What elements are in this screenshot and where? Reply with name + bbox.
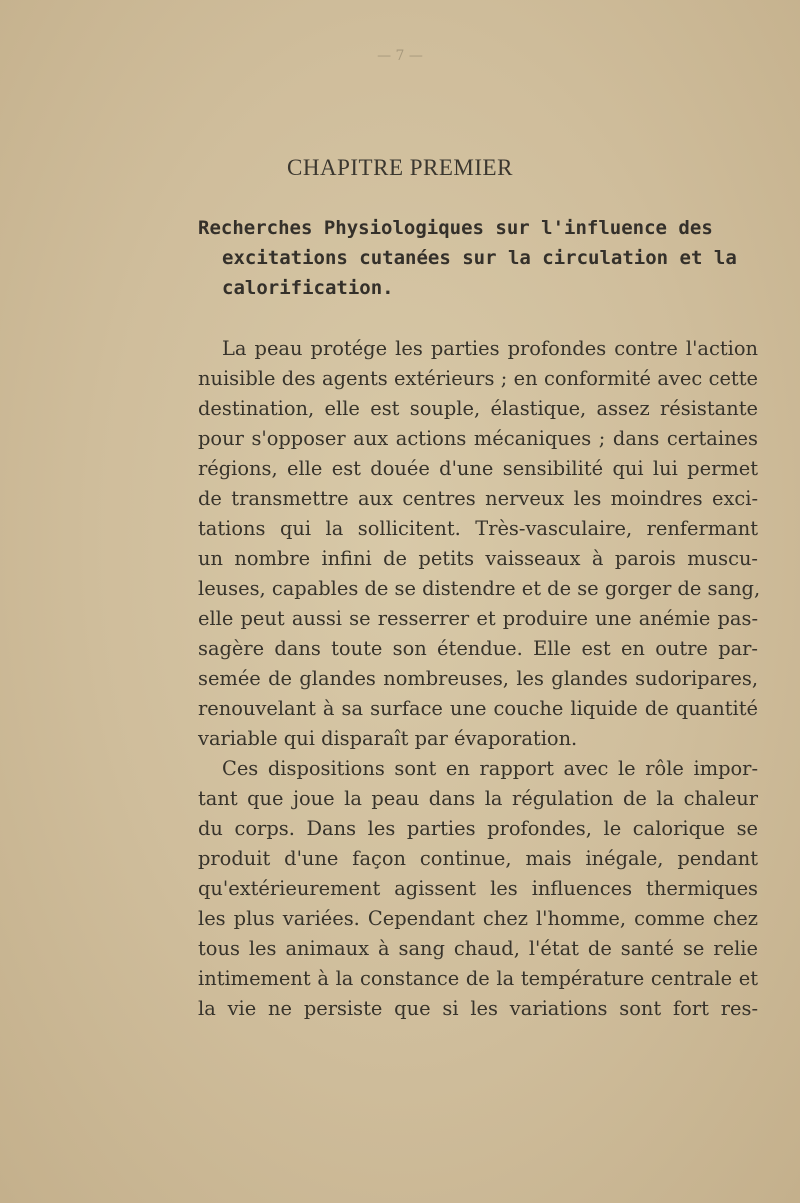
paragraph-line: renouvelant à sa surface une couche liquide de quantité	[198, 697, 758, 720]
paragraph-line: tations qui la sollicitent. Très-vasculaire, renfermant	[198, 517, 758, 540]
page-number: — 7 —	[377, 48, 423, 64]
paragraph-line: La peau protége les parties profondes contre l'action	[222, 337, 758, 360]
paragraph-line: Ces dispositions sont en rapport avec le rôle impor-	[222, 757, 758, 780]
paragraph-line: la vie ne persiste que si les variations sont fort res-	[198, 997, 758, 1020]
paragraph-line: les plus variées. Cependant chez l'homme, comme chez	[198, 907, 758, 930]
section-heading-line: Recherches Physiologiques sur l'influence des	[198, 217, 713, 239]
paragraph-line: régions, elle est douée d'une sensibilité qui lui permet	[198, 457, 758, 480]
chapter-title: CHAPITRE PREMIER	[287, 155, 513, 180]
paragraph-line: de transmettre aux centres nerveux les moindres exci-	[198, 487, 758, 510]
paragraph-line: intimement à la constance de la température centrale et	[198, 967, 758, 990]
paragraph-line: variable qui disparaît par évaporation.	[198, 727, 578, 750]
paragraph-line: elle peut aussi se resserrer et produire une anémie pas-	[198, 607, 758, 630]
paragraph-line: pour s'opposer aux actions mécaniques ; dans certaines	[198, 427, 758, 450]
paragraph-line: leuses, capables de se distendre et de se gorger de sang,	[198, 577, 761, 600]
paragraph-line: qu'extérieurement agissent les influences thermiques	[198, 877, 758, 900]
body-paragraphs	[198, 334, 761, 1024]
section-heading-line: excitations cutanées sur la circulation et la	[222, 247, 737, 269]
paragraph-line: tant que joue la peau dans la régulation de la chaleur	[198, 787, 758, 810]
section-heading	[198, 213, 758, 303]
paragraph-line: un nombre infini de petits vaisseaux à parois muscu-	[198, 547, 758, 570]
paragraph-line: produit d'une façon continue, mais inégale, pendant	[198, 847, 758, 870]
paragraph-line: nuisible des agents extérieurs ; en conformité avec cette	[198, 367, 758, 390]
paragraph-line: semée de glandes nombreuses, les glandes sudoripares,	[198, 667, 758, 690]
section-heading-line: calorification.	[222, 277, 394, 299]
paragraph-line: tous les animaux à sang chaud, l'état de santé se relie	[198, 937, 758, 960]
paragraph-line: destination, elle est souple, élastique, assez résistante	[198, 397, 758, 420]
paragraph-line: sagère dans toute son étendue. Elle est en outre par-	[198, 637, 758, 660]
paragraph-line: du corps. Dans les parties profondes, le calorique se	[198, 817, 758, 840]
